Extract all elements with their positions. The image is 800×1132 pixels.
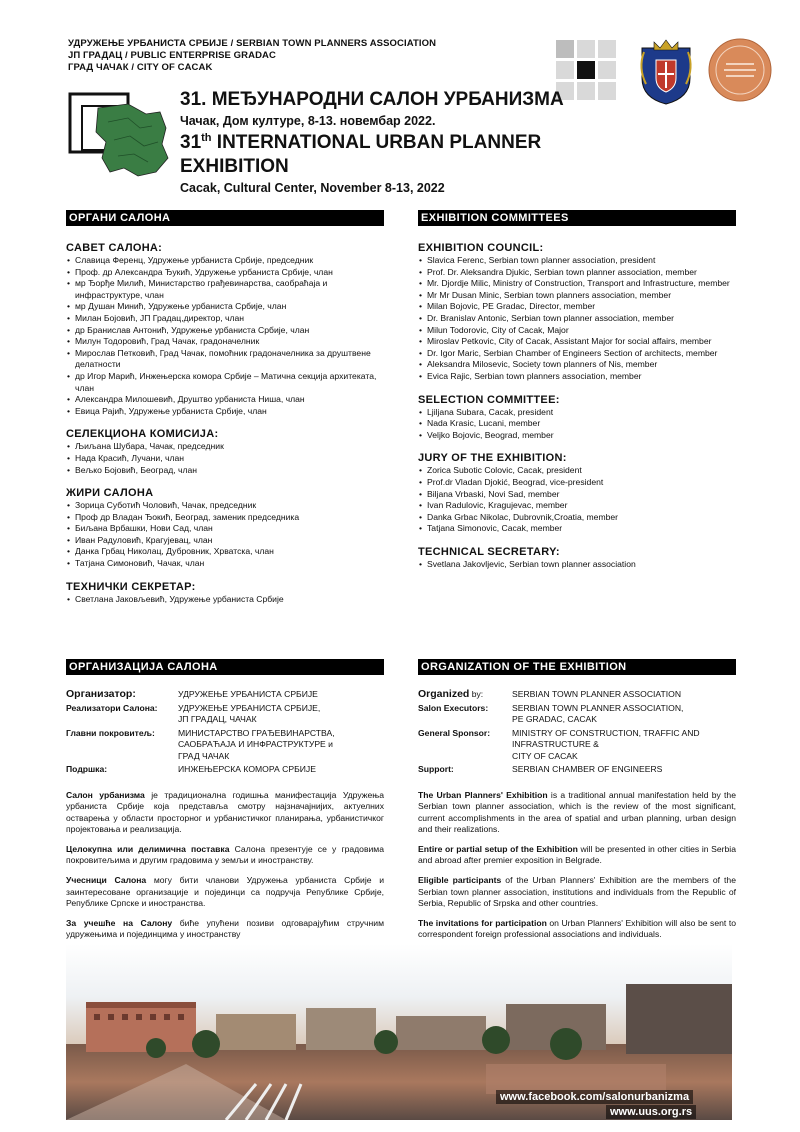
paragraph-lead: Eligible participants [418, 875, 502, 886]
organization-table-en [418, 689, 736, 776]
paragraph-text: могу бити чланови Удружења урбаниста Србије и заинтересоване организације и појединци са подручја Републике Србије, Републике Српске и иностранства. [66, 875, 385, 909]
list-item: • Светлана Јаковљевић, Удружење урбаниста Србије [66, 594, 384, 606]
paragraph [66, 918, 384, 941]
city-square-photo [66, 944, 732, 1120]
paragraph-text: је традиционална годишња манифестација Удружења урбаниста Србије која представља смотру најзначајнијих, актуелних остварења у области просторног и урбанистичког планирања, урбанистичког пројектовања и реализација. [66, 789, 384, 835]
list-item: • Prof.dr Vladan Djokić, Beograd, vice-president [418, 477, 736, 489]
list-item: • Проф др Владан Ђокић, Београд, заменик председника [66, 512, 384, 524]
org-key: Salon Executors: [418, 702, 489, 713]
list-item: • Mr Mr Dusan Minic, Serbian town planners association, member [418, 290, 736, 302]
title-english-number: 31 [180, 132, 202, 153]
paragraph-lead: Салон урбанизма [66, 789, 145, 800]
association-badge [708, 38, 772, 102]
list-item: • Zorica Subotic Colovic, Cacak, president [418, 465, 736, 477]
council-list-en [418, 255, 736, 383]
org-key: Реализатори Салона: [66, 702, 158, 713]
list-item: • Biljana Vrbaski, Novi Sad, member [418, 489, 736, 501]
paragraph-text: on Urban Planners' Exhibition will also be sent to correspondent foreign professional associations and individuals. [418, 917, 736, 940]
list-item: • Miroslav Petkovic, City of Cacak, Assistant Major for social affairs, member [418, 336, 736, 348]
org-key: Support: [418, 764, 454, 774]
list-item: • Татјана Симоновић, Чачак, члан [66, 558, 384, 570]
paragraph [66, 875, 384, 910]
facebook-link[interactable]: www.facebook.com/salonurbanizma [496, 1090, 693, 1104]
list-item: • Славица Ференц, Удружење урбаниста Србије, председник [66, 255, 384, 267]
organized-by: by: [469, 689, 484, 699]
place-english: Cacak, Cultural Center, November 8-13, 2022 [180, 181, 445, 195]
section-bar-organs: ОРГАНИ САЛОНА [66, 210, 384, 226]
list-item: • Зорица Суботић Чоловић, Чачак, председник [66, 500, 384, 512]
title-english-suffix: th [201, 132, 212, 144]
list-item: • Aleksandra Milosevic, Society town planners of Nis, member [418, 359, 736, 371]
list-item: • Nada Krasic, Lucani, member [418, 418, 736, 430]
list-item: • Нада Красић, Лучани, члан [66, 453, 384, 465]
jury-title: ЖИРИ САЛОНА [66, 487, 154, 500]
org-value: MINISTRY OF CONSTRUCTION, TRAFFIC AND INFRASTRUCTURE & CITY OF CACAK [512, 727, 700, 761]
list-item: • Veljko Bojovic, Beograd, member [418, 430, 736, 442]
org-key: General Sponsor: [418, 727, 491, 738]
list-item: • Милун Тодоровић, Град Чачак, градоначелник [66, 336, 384, 348]
org-key: Подршка: [66, 764, 108, 774]
jury-title-en: JURY OF THE EXHIBITION: [418, 452, 567, 465]
list-item: • Љиљана Шубара, Чачак, председник [66, 441, 384, 453]
list-item: • мр Ђорђе Милић, Министарство грађевинарства, саобраћаја и инфраструктуре, члан [66, 278, 384, 301]
paragraph-lead: Учесници Салона [66, 875, 147, 886]
selection-list [66, 441, 384, 476]
paragraph-text: биће упућени позиви одговарајућим стручним удружењима и појединцима у иностранству [66, 917, 384, 940]
list-item: • Иван Радуловић, Крагујевац, члан [66, 535, 384, 547]
org-value: SERBIAN TOWN PLANNER ASSOCIATION, PE GRADAC, CACAK [512, 702, 684, 724]
organization-table [66, 689, 384, 776]
paragraph-text: is a traditional annual manifestation held by the Serbian town planner association, which is the review of the most significant, current accomplishments in the area of spatial and urban planning, urban design and their realizations. [418, 789, 736, 835]
selection-list-en [418, 407, 736, 442]
title-english-text: INTERNATIONAL URBAN PLANNER EXHIBITION [180, 132, 542, 177]
paragraph [418, 875, 736, 910]
org-key: Главни покровитељ: [66, 727, 155, 738]
list-item: • Dr. Branislav Antonic, Serbian town planner association, member [418, 313, 736, 325]
org-value: УДРУЖЕЊЕ УРБАНИСТА СРБИЈЕ [178, 689, 318, 699]
jury-list-en [418, 465, 736, 535]
organized-label: Organized [418, 688, 470, 700]
list-item: • Svetlana Jakovljevic, Serbian town planner association [418, 559, 736, 571]
paragraph-lead: Entire or partial setup of the Exhibition [418, 843, 578, 854]
section-bar-organization: ОРГАНИЗАЦИЈА САЛОНА [66, 659, 384, 675]
right-organization [418, 659, 736, 941]
list-item: • др Игор Марић, Инжењерска комора Србије – Матична секција архитеката, члан [66, 371, 384, 394]
list-item: • Биљана Врбашки, Нови Сад, члан [66, 523, 384, 535]
council-list [66, 255, 384, 417]
list-item: • Проф. др Александра Ђукић, Удружење урбаниста Србије, члан [66, 267, 384, 279]
org-value: ИНЖЕЊЕРСКА КОМОРА СРБИЈЕ [178, 764, 316, 774]
selection-title-en: SELECTION COMMITTEE: [418, 393, 560, 406]
list-item: • Ivan Radulovic, Kragujevac, member [418, 500, 736, 512]
paragraph [418, 790, 736, 836]
secretary-list-en [418, 559, 736, 571]
paragraph-lead: Целокупна или делимична поставка [66, 843, 230, 854]
org-key [418, 689, 512, 701]
jury-list [66, 500, 384, 570]
org-value: УДРУЖЕЊЕ УРБАНИСТА СРБИЈЕ, ЈП ГРАДАЦ, ЧАЧАК [178, 702, 321, 724]
list-item: • Milan Bojovic, PE Gradac, Director, member [418, 301, 736, 313]
paragraph [66, 844, 384, 867]
list-item: • Prof. Dr. Aleksandra Djukic, Serbian town planner association, member [418, 267, 736, 279]
paragraph [418, 844, 736, 867]
paragraph [66, 790, 384, 836]
left-organization [66, 659, 384, 941]
paragraph [418, 918, 736, 941]
secretary-title: ТЕХНИЧКИ СЕКРЕТАР: [66, 580, 196, 593]
place-serbian: Чачак, Дом културе, 8-13. новембар 2022. [180, 114, 436, 128]
council-title-en: EXHIBITION COUNCIL: [418, 242, 544, 254]
title-block [180, 88, 650, 196]
list-item: • др Бранислав Антонић, Удружење урбаниста Србије, члан [66, 325, 384, 337]
left-committees [66, 210, 384, 605]
list-item: • Мирослав Петковић, Град Чачак, помоћник градоначелника за друштвене делатности [66, 348, 384, 371]
selection-title: СЕЛЕКЦИОНА КОМИСИЈА: [66, 428, 219, 441]
list-item: • Tatjana Simonovic, Cacak, member [418, 523, 736, 535]
list-item: • Milun Todorovic, City of Cacak, Major [418, 325, 736, 337]
paragraph-text: will be presented in other cities in Serbia and abroad after premier exposition in Belgrade. [418, 843, 736, 866]
title-serbian: 31. МЕЂУНАРОДНИ САЛОН УРБАНИЗМА [180, 89, 564, 110]
right-committees [418, 210, 736, 570]
org-line-1: УДРУЖЕЊЕ УРБАНИСТА СРБИЈЕ / SERBIAN TOWN PLANNERS ASSOCIATION [68, 38, 437, 49]
list-item: • Вељко Бојовић, Београд, члан [66, 465, 384, 477]
organizer-lines [68, 38, 436, 74]
secretary-title-en: TECHNICAL SECRETARY: [418, 545, 560, 558]
org-value: МИНИСТАРСТВО ГРАЂЕВИНАРСТВА, САОБРАЋАЈА И ИНФРАСТРУКТУРЕ и ГРАД ЧАЧАК [178, 727, 335, 761]
list-item: • Danka Grbac Nikolac, Dubrovnik,Croatia, member [418, 512, 736, 524]
website-link[interactable]: www.uus.org.rs [606, 1105, 696, 1119]
org-value: SERBIAN TOWN PLANNER ASSOCIATION [512, 689, 682, 699]
org-line-2: ЈП ГРАДАЦ / PUBLIC ENTERPRISE GRADAC [68, 50, 276, 61]
paragraph-text: Салона презентује се у градовима покровитељима и другим градовима у земљи и иностранству. [66, 843, 384, 866]
list-item: • Dr. Igor Maric, Serbian Chamber of Engineers Section of architects, member [418, 348, 736, 360]
title-english [180, 131, 650, 179]
list-item: • Mr. Djordje Milic, Ministry of Construction, Transport and Infrastructure, member [418, 278, 736, 290]
list-item: • Evica Rajic, Serbian town planners association, member [418, 371, 736, 383]
list-item: • Евица Рајић, Удружење урбаниста Србије, члан [66, 406, 384, 418]
org-line-3: ГРАД ЧАЧАК / CITY OF CACAK [68, 62, 213, 73]
paragraph-lead: The invitations for participation [418, 917, 547, 928]
council-title: САВЕТ САЛОНА: [66, 242, 163, 254]
exhibition-logo [68, 92, 172, 178]
list-item: • мр Душан Минић, Удружење урбаниста Србије, члан [66, 301, 384, 313]
list-item: • Ljiljana Subara, Cacak, president [418, 407, 736, 419]
list-item: • Александра Милошевић, Друштво урбаниста Ниша, члан [66, 394, 384, 406]
secretary-list [66, 594, 384, 606]
org-key: Организатор: [66, 688, 136, 700]
section-bar-committees: EXHIBITION COMMITTEES [418, 210, 736, 226]
section-bar-organization-en: ORGANIZATION OF THE EXHIBITION [418, 659, 736, 675]
org-value: SERBIAN CHAMBER OF ENGINEERS [512, 764, 663, 774]
list-item: • Slavica Ferenc, Serbian town planner association, president [418, 255, 736, 267]
list-item: • Милан Бојовић, ЈП Градац,директор, члан [66, 313, 384, 325]
paragraph-text: of the Urban Planners' Exhibition are the members of the Serbian town planner association, institutions and individuals from the Republic of Serbia, Republic of Srpska and other countries. [418, 875, 736, 909]
paragraph-lead: The Urban Planners' Exhibition [418, 789, 548, 800]
list-item: • Данка Грбац Николац, Дубровник, Хрватска, члан [66, 546, 384, 558]
paragraph-lead: За учешће на Салону [66, 917, 173, 928]
